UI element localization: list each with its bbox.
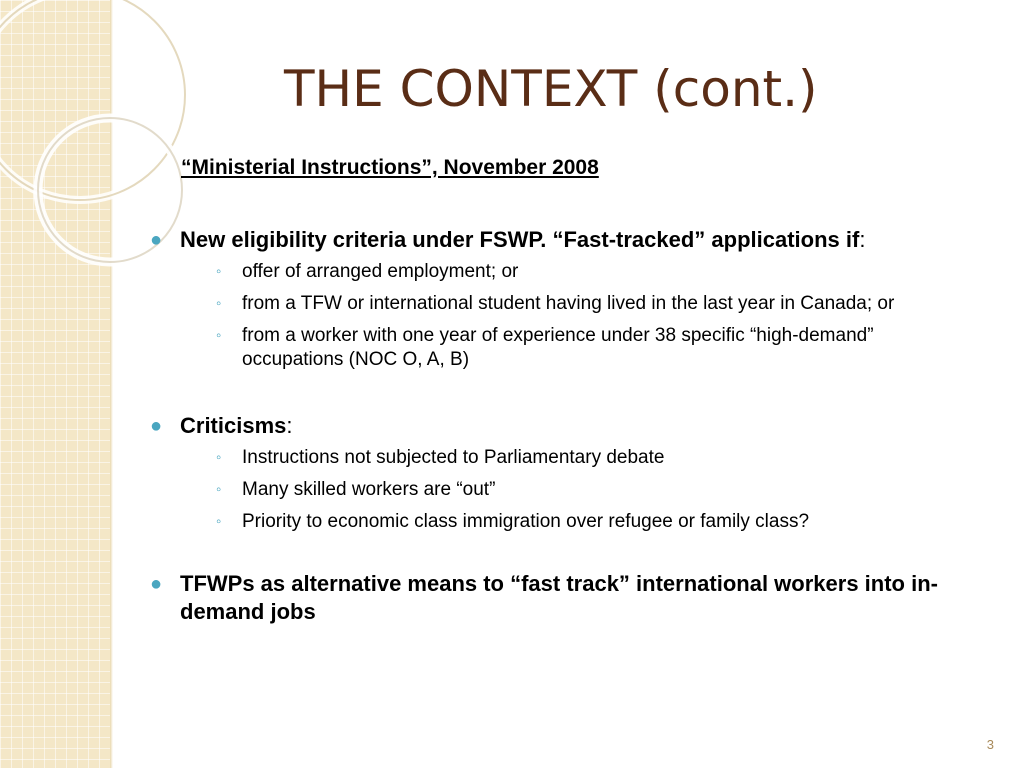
bullet-item: [148, 412, 968, 534]
sub-item-text: from a worker with one year of experience under 38 specific “high-demand” occupations (NOC O, A, B): [242, 325, 874, 370]
decorative-side-panel: [0, 0, 110, 768]
bullet-text: [180, 571, 938, 624]
hollow-circle-icon: ◦: [216, 263, 222, 280]
bullet-bold-text: New eligibility criteria under FSWP. “Fast-tracked” applications if: [180, 227, 860, 252]
hollow-circle-icon: ◦: [216, 295, 222, 312]
slide-title: THE CONTEXT (cont.): [284, 60, 818, 118]
sub-item-text: from a TFW or international student having lived in the last year in Canada; or: [242, 293, 895, 314]
page-number: 3: [986, 737, 994, 752]
bullet-dot-icon: ●: [150, 573, 163, 595]
sub-item: [210, 510, 968, 534]
sub-item-text: Many skilled workers are “out”: [242, 479, 496, 500]
bullet-bold-text: TFWPs as alternative means to “fast track” international workers into in-demand jobs: [180, 571, 938, 624]
sub-item-text: offer of arranged employment; or: [242, 261, 519, 282]
sub-item: [210, 478, 968, 502]
hollow-circle-icon: ◦: [216, 327, 222, 344]
sub-item-text: Priority to economic class immigration over refugee or family class?: [242, 511, 810, 532]
sub-item-text: Instructions not subjected to Parliamentary debate: [242, 447, 665, 468]
bullet-dot-icon: ●: [150, 415, 163, 437]
sub-list: [180, 260, 968, 372]
bullet-text: [180, 227, 865, 252]
bullet-tail-text: :: [859, 227, 866, 252]
slide-subtitle: “Ministerial Instructions”, November 2008: [181, 156, 599, 179]
bullet-item: [148, 226, 968, 372]
sub-item: [210, 260, 968, 284]
bullet-tail-text: :: [286, 413, 293, 438]
hollow-circle-icon: ◦: [216, 481, 222, 498]
sub-list: [180, 446, 968, 534]
sub-item: [210, 446, 968, 470]
hollow-circle-icon: ◦: [216, 513, 222, 530]
hollow-circle-icon: ◦: [216, 449, 222, 466]
bullet-bold-text: Criticisms: [180, 413, 287, 438]
side-panel-edge: [110, 0, 113, 768]
slide-content: [148, 226, 968, 626]
bullet-item: [148, 570, 968, 626]
sub-item: [210, 292, 968, 316]
bullet-dot-icon: ●: [150, 229, 163, 251]
sub-item: [210, 324, 968, 372]
bullet-text: [180, 413, 293, 438]
